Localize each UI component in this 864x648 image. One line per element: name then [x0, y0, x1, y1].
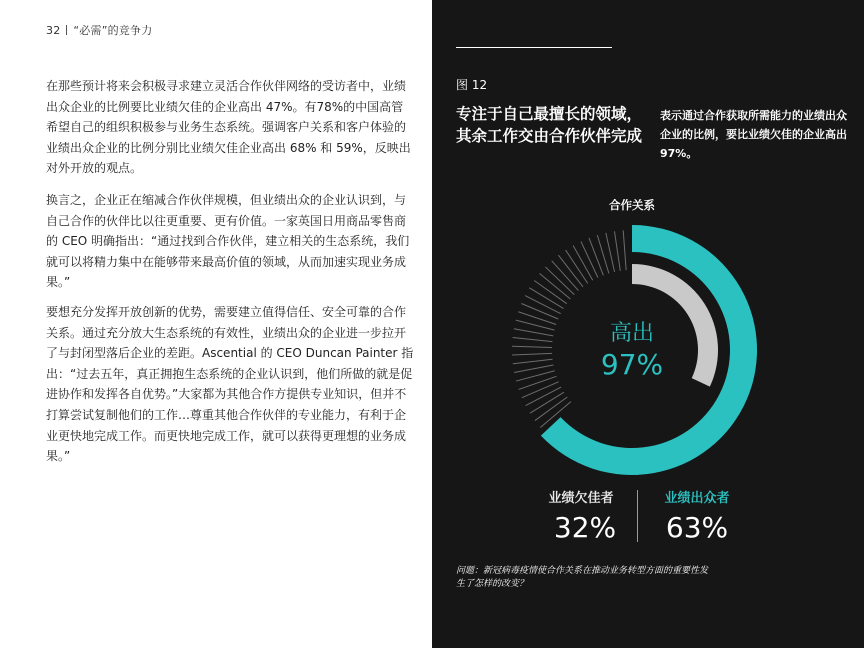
tick-mark: [581, 241, 598, 277]
figure-label: 图 12: [456, 78, 488, 92]
running-title: “必需”的竞争力: [73, 24, 153, 37]
page-number: 32: [46, 24, 61, 37]
chart-title: 合作关系: [609, 198, 655, 212]
center-value: 97%: [600, 348, 664, 381]
survey-question: 问题：新冠病毒疫情使合作关系在推动业务转型方面的重要性发生了怎样的改变？: [456, 566, 709, 589]
tick-mark: [519, 376, 557, 389]
underperformer-value: 32%: [553, 511, 617, 544]
tick-mark: [512, 346, 552, 347]
outperformer-legend: 业绩出众者: [664, 491, 730, 506]
tick-mark: [573, 245, 593, 280]
header-divider: [66, 25, 67, 35]
tick-mark: [525, 296, 561, 314]
body-paragraph-2: 换言之，企业正在缩减合作伙伴规模，但业绩出众的企业认识到，与自己合作的伙伴比以往更重要、更有价值。一家英国日用商品零售商的 CEO 明确指出：“通过找到合作伙伴，建立相关的生态系统，我们就可以将精力集中在能够带来最高价值的领域，从而加速实现业务成果。”: [46, 193, 410, 290]
page-header: [46, 22, 152, 38]
tick-mark: [514, 329, 553, 336]
figure-panel: [432, 0, 864, 648]
tick-mark: [512, 353, 552, 355]
tick-mark: [513, 359, 553, 364]
body-paragraph-1: 在那些预计将来会积极寻求建立灵活合作伙伴网络的受访者中，业绩出众企业的比例要比业绩欠佳的企业高出 47%。有78%的中国高管希望自己的组织积极参与业务生态系统。强调客户关系和客户体验的业绩出众企业的比例分别比业绩欠佳企业高出 68% 和 59%，反映出对外开放的观点。: [46, 79, 411, 176]
figure-description: 表示通过合作获取所需能力的业绩出众企业的比例，要比业绩欠佳的企业高出 97%。: [660, 109, 847, 160]
tick-mark: [614, 231, 620, 271]
donut-chart: [504, 190, 760, 480]
tick-mark: [516, 371, 555, 381]
tick-mark: [526, 387, 561, 406]
underperformer-legend: 业绩欠佳者: [548, 491, 614, 506]
tick-mark: [589, 238, 603, 275]
outperformer-value: 63%: [665, 511, 729, 544]
figure-title: 专注于自己最擅长的领域，其余工作交由合作伙伴完成: [456, 105, 643, 145]
tick-mark: [513, 337, 553, 341]
tick-mark: [623, 230, 626, 270]
tick-mark: [522, 382, 559, 398]
tick-mark: [521, 303, 558, 319]
body-paragraph-3: 要想充分发挥开放创新的优势，需要建立值得信任、安全可靠的合作关系。通过充分放大生态系统的有效性，业绩出众的企业进一步拉开了与封闭型落后企业的差距。Ascential 的 CEO Duncan Painter 指出：“过去五年，真正拥抱生态系统的企业认识到，他们所做的就是促进协作和发挥各自优势。”大家都为其他合作方提供专业知识，但并不打算尝试复制他们的工作…尊重其他合作伙伴的专业能力，有利于企业更快地完成工作。而更快地完成工作，就可以获得更理想的业务成果。”: [46, 305, 414, 464]
center-label: 高出: [609, 321, 655, 346]
figure-rule: [456, 47, 612, 48]
tick-mark: [514, 365, 553, 372]
